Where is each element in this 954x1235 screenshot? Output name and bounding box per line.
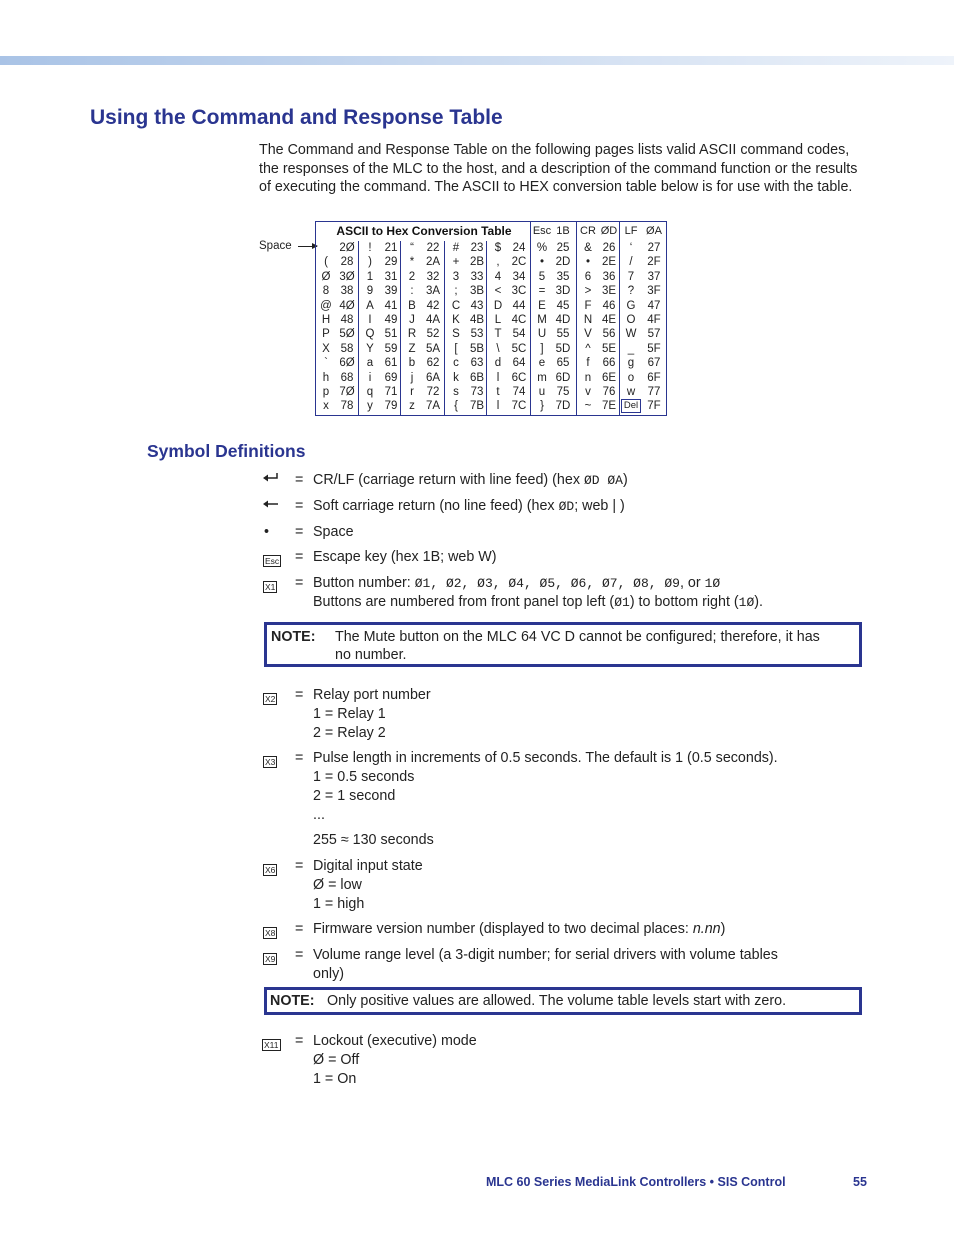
ascii-cell: # [452,242,460,254]
ascii-cell: 6E [601,371,617,384]
ascii-cell: 7D [555,400,571,413]
ascii-cell: 51 [384,328,398,341]
note-mute-button: NOTE: The Mute button on the MLC 64 VC D cannot be configured; therefore, it has no number. [264,622,862,667]
ascii-header-cell: ØA [646,225,662,237]
ascii-cell: 3 [452,270,460,283]
ascii-header-cell: CR [580,225,596,237]
ascii-cell: 4C [511,314,527,327]
ascii-column-15 [643,241,665,414]
ascii-cell: I [368,314,372,327]
ascii-cell: X [322,342,330,355]
ascii-cell: 5F [647,342,661,355]
ascii-cell: 63 [470,357,484,370]
ascii-column-5 [422,241,444,414]
ascii-cell: K [452,314,460,327]
ascii-cell: 7B [469,400,485,413]
ascii-cell: 5E [601,342,617,355]
note-positive-values: NOTE: Only positive values are allowed. The volume table levels start with zero. [264,987,862,1015]
ascii-cell: _ [627,342,635,355]
ascii-cell: 24 [512,242,526,254]
ascii-column-8 [488,241,508,414]
ascii-cell: Z [408,342,416,355]
ascii-cell: “ [410,242,414,254]
x8-variable-icon: X8 [265,928,276,938]
ascii-column-1 [336,241,358,414]
ascii-cell: = [538,285,546,298]
ascii-cell: x [323,400,329,413]
ascii-cell: \ [496,342,500,355]
ascii-cell: 6D [555,371,571,384]
ascii-cell: * [409,256,415,269]
ascii-cell: 75 [556,386,570,399]
ascii-cell: 9 [366,285,374,298]
ascii-cell: T [494,328,502,341]
ascii-cell: 3C [511,285,527,298]
ascii-cell: S [452,328,460,341]
ascii-cell: 28 [340,256,354,269]
ascii-cell: 68 [340,371,354,384]
ascii-cell: / [629,256,633,269]
ascii-cell: 38 [340,285,354,298]
return-arrow-icon [263,471,279,490]
ascii-cell: v [585,386,591,399]
ascii-cell: 2Ø [339,242,355,254]
ascii-cell: M [537,314,547,327]
x2-variable-icon: X2 [265,694,276,704]
ascii-cell: 74 [512,386,526,399]
ascii-cell: 33 [470,270,484,283]
ascii-cell: G [626,299,636,312]
ascii-header-cell: 1B [556,225,570,237]
ascii-cell: , [496,256,500,269]
ascii-cell: 5C [511,342,527,355]
ascii-cell: A [366,299,374,312]
ascii-cell: : [410,285,414,298]
ascii-cell: ; [454,285,458,298]
ascii-cell: s [453,386,459,399]
ascii-cell: 46 [602,299,616,312]
ascii-column-11 [552,241,574,414]
ascii-cell: d [494,357,502,370]
ascii-cell: O [626,314,636,327]
ascii-cell: 7C [511,400,527,413]
ascii-cell: ~ [584,400,592,413]
ascii-cell: a [366,357,374,370]
ascii-cell: F [584,299,592,312]
ascii-cell: 47 [647,299,661,312]
ascii-cell: 61 [384,357,398,370]
ascii-cell: 2E [601,256,617,269]
x11-variable-icon: X11 [264,1040,279,1050]
ascii-cell: q [366,386,374,399]
ascii-cell: 5Ø [339,328,355,341]
ascii-cell: r [410,386,414,399]
ascii-cell: & [584,242,592,254]
x9-variable-icon: X9 [265,954,276,964]
ascii-cell: D [493,299,503,312]
ascii-cell: + [452,256,460,269]
ascii-cell: i [368,371,372,384]
ascii-cell: Q [365,328,375,341]
ascii-cell: 6A [425,371,441,384]
ascii-cell: 2A [425,256,441,269]
ascii-cell: % [536,242,548,254]
ascii-cell: 22 [426,242,440,254]
ascii-cell: 72 [426,386,440,399]
ascii-cell: 6 [584,270,592,283]
ascii-column-6 [446,241,466,414]
ascii-cell: B [408,299,416,312]
ascii-cell: 59 [384,342,398,355]
ascii-cell: e [538,357,546,370]
ascii-cell: ? [627,285,635,298]
ascii-cell: R [407,328,417,341]
ascii-hex-table [315,221,667,416]
ascii-cell: 7 [627,270,635,283]
ascii-cell: z [409,400,415,413]
ascii-cell: 49 [384,314,398,327]
ascii-cell: 1 [366,270,374,283]
ascii-cell: 54 [512,328,526,341]
page-title: Using the Command and Response Table [90,106,503,129]
ascii-cell: 3A [425,285,441,298]
ascii-cell: f [586,357,590,370]
ascii-cell: 79 [384,400,398,413]
ascii-cell: 7F [647,400,661,413]
ascii-cell: > [584,285,592,298]
ascii-divider [576,222,577,415]
ascii-cell: U [537,328,547,341]
ascii-cell: Y [366,342,374,355]
ascii-cell: ] [540,342,544,355]
ascii-cell: 4D [555,314,571,327]
ascii-cell: Ø [321,270,331,283]
ascii-cell: 2F [647,256,661,269]
ascii-column-0 [316,241,336,414]
ascii-cell: 6F [647,371,661,384]
ascii-divider [358,241,359,415]
ascii-cell: 5B [469,342,485,355]
ascii-cell: 5 [538,270,546,283]
x3-variable-icon: X3 [265,757,276,767]
ascii-cell: h [322,371,330,384]
ascii-column-9 [508,241,530,414]
ascii-cell: ^ [585,342,591,355]
ascii-divider [400,241,401,415]
ascii-cell: 5D [555,342,571,355]
ascii-cell: 3F [647,285,661,298]
ascii-cell: 35 [556,270,570,283]
ascii-cell: } [540,400,544,413]
ascii-cell: u [538,386,546,399]
ascii-cell: 42 [426,299,440,312]
ascii-cell: V [584,328,592,341]
ascii-cell: 76 [602,386,616,399]
ascii-cell: ! [368,242,372,254]
ascii-divider [486,241,487,415]
ascii-cell: 64 [512,357,526,370]
ascii-cell: k [453,371,459,384]
ascii-cell: 27 [647,242,661,254]
ascii-table-title: ASCII to Hex Conversion Table [336,224,512,238]
ascii-column-13 [598,241,620,414]
ascii-column-2 [360,241,380,414]
ascii-cell: g [627,357,635,370]
ascii-cell: 55 [556,328,570,341]
ascii-cell: 7A [425,400,441,413]
ascii-cell: t [496,386,500,399]
ascii-header-cell: LF [624,225,638,237]
ascii-cell: 3Ø [339,270,355,283]
ascii-cell: 4E [601,314,617,327]
ascii-cell: 65 [556,357,570,370]
page-number: 55 [853,1175,867,1189]
ascii-cell: 5A [425,342,441,355]
section-heading-symbol-definitions: Symbol Definitions [147,441,306,461]
ascii-cell: 2D [555,256,571,269]
ascii-cell: 73 [470,386,484,399]
ascii-cell: y [367,400,373,413]
ascii-divider [530,222,531,415]
ascii-cell: 3D [555,285,571,298]
ascii-cell: P [322,328,330,341]
ascii-column-7 [466,241,488,414]
left-arrow-icon [263,497,279,516]
ascii-cell: 52 [426,328,440,341]
ascii-cell: 23 [470,242,484,254]
ascii-cell: ) [368,256,372,269]
ascii-cell: 41 [384,299,398,312]
ascii-cell: E [538,299,546,312]
ascii-column-3 [380,241,402,414]
x1-variable-icon: X1 [265,582,276,592]
ascii-cell: 3B [469,285,485,298]
x6-variable-icon: X6 [265,865,276,875]
ascii-cell: w [626,386,636,399]
ascii-cell: ` [324,357,328,370]
ascii-cell: m [537,371,547,384]
ascii-cell: 3E [601,285,617,298]
ascii-cell: 71 [384,386,398,399]
ascii-cell: 8 [322,285,330,298]
ascii-cell: l [496,400,500,413]
ascii-cell: W [625,328,637,341]
ascii-cell: p [322,386,330,399]
ascii-cell: 39 [384,285,398,298]
header-gradient-bar [0,56,954,65]
ascii-cell: b [408,357,416,370]
ascii-cell: 67 [647,357,661,370]
ascii-cell: 29 [384,256,398,269]
ascii-cell: 4F [647,314,661,327]
ascii-cell: 2C [511,256,527,269]
ascii-cell: 31 [384,270,398,283]
ascii-cell: N [583,314,593,327]
ascii-column-12 [578,241,598,414]
ascii-column-10 [532,241,552,414]
ascii-cell: 56 [602,328,616,341]
ascii-column-4 [402,241,422,414]
ascii-cell: 58 [340,342,354,355]
ascii-cell: H [321,314,331,327]
ascii-cell: l [496,371,500,384]
ascii-cell: Del [621,399,641,413]
space-callout-label: Space [259,240,292,252]
ascii-cell: c [453,357,459,370]
ascii-cell: $ [494,242,502,254]
ascii-cell: 66 [602,357,616,370]
ascii-cell: ‘ [629,242,633,254]
ascii-cell: 44 [512,299,526,312]
ascii-header-cell: Esc [532,225,552,237]
ascii-cell: 7Ø [339,386,355,399]
ascii-cell: 6C [511,371,527,384]
ascii-cell: L [494,314,502,327]
footer-title: MLC 60 Series MediaLink Controllers • SIS Control [486,1175,786,1189]
ascii-cell: 78 [340,400,354,413]
ascii-cell: 69 [384,371,398,384]
ascii-cell: { [454,400,458,413]
ascii-cell: ( [324,256,328,269]
ascii-cell: • [585,256,591,269]
ascii-cell: o [627,371,635,384]
ascii-cell: n [584,371,592,384]
ascii-cell: 26 [602,242,616,254]
ascii-cell: J [409,314,415,327]
ascii-cell: 36 [602,270,616,283]
ascii-cell: 62 [426,357,440,370]
ascii-cell: 48 [340,314,354,327]
ascii-cell: 6Ø [339,357,355,370]
ascii-cell: 32 [426,270,440,283]
bullet-icon: • [264,524,270,540]
esc-key-icon: Esc [265,556,280,566]
ascii-cell: 2B [469,256,485,269]
ascii-cell: 37 [647,270,661,283]
ascii-cell: 43 [470,299,484,312]
ascii-cell: 34 [512,270,526,283]
ascii-cell: 6B [469,371,485,384]
ascii-cell: 7E [601,400,617,413]
ascii-cell: • [539,256,545,269]
ascii-cell: 4B [469,314,485,327]
ascii-cell: 4Ø [339,299,355,312]
ascii-cell: < [494,285,502,298]
ascii-cell: 4A [425,314,441,327]
ascii-cell: 45 [556,299,570,312]
ascii-cell: [ [454,342,458,355]
ascii-cell: 4 [494,270,502,283]
ascii-cell: 77 [647,386,661,399]
ascii-cell: 57 [647,328,661,341]
intro-paragraph: The Command and Response Table on the following pages lists valid ASCII command codes, the responses of the MLC to the host, and a description of the command function or the results of executing the command. The ASCII to HEX conversion table below is for use with the table. [259,142,858,195]
ascii-cell: C [451,299,461,312]
ascii-cell: 21 [384,242,398,254]
ascii-cell: @ [320,299,332,312]
ascii-divider [444,241,445,415]
ascii-cell: j [410,371,414,384]
ascii-header-cell: ØD [600,225,618,237]
ascii-cell [316,241,336,255]
ascii-divider [619,222,620,415]
ascii-cell: 25 [556,242,570,254]
ascii-cell: 53 [470,328,484,341]
ascii-cell: 2 [408,270,416,283]
ascii-column-14 [621,241,641,413]
